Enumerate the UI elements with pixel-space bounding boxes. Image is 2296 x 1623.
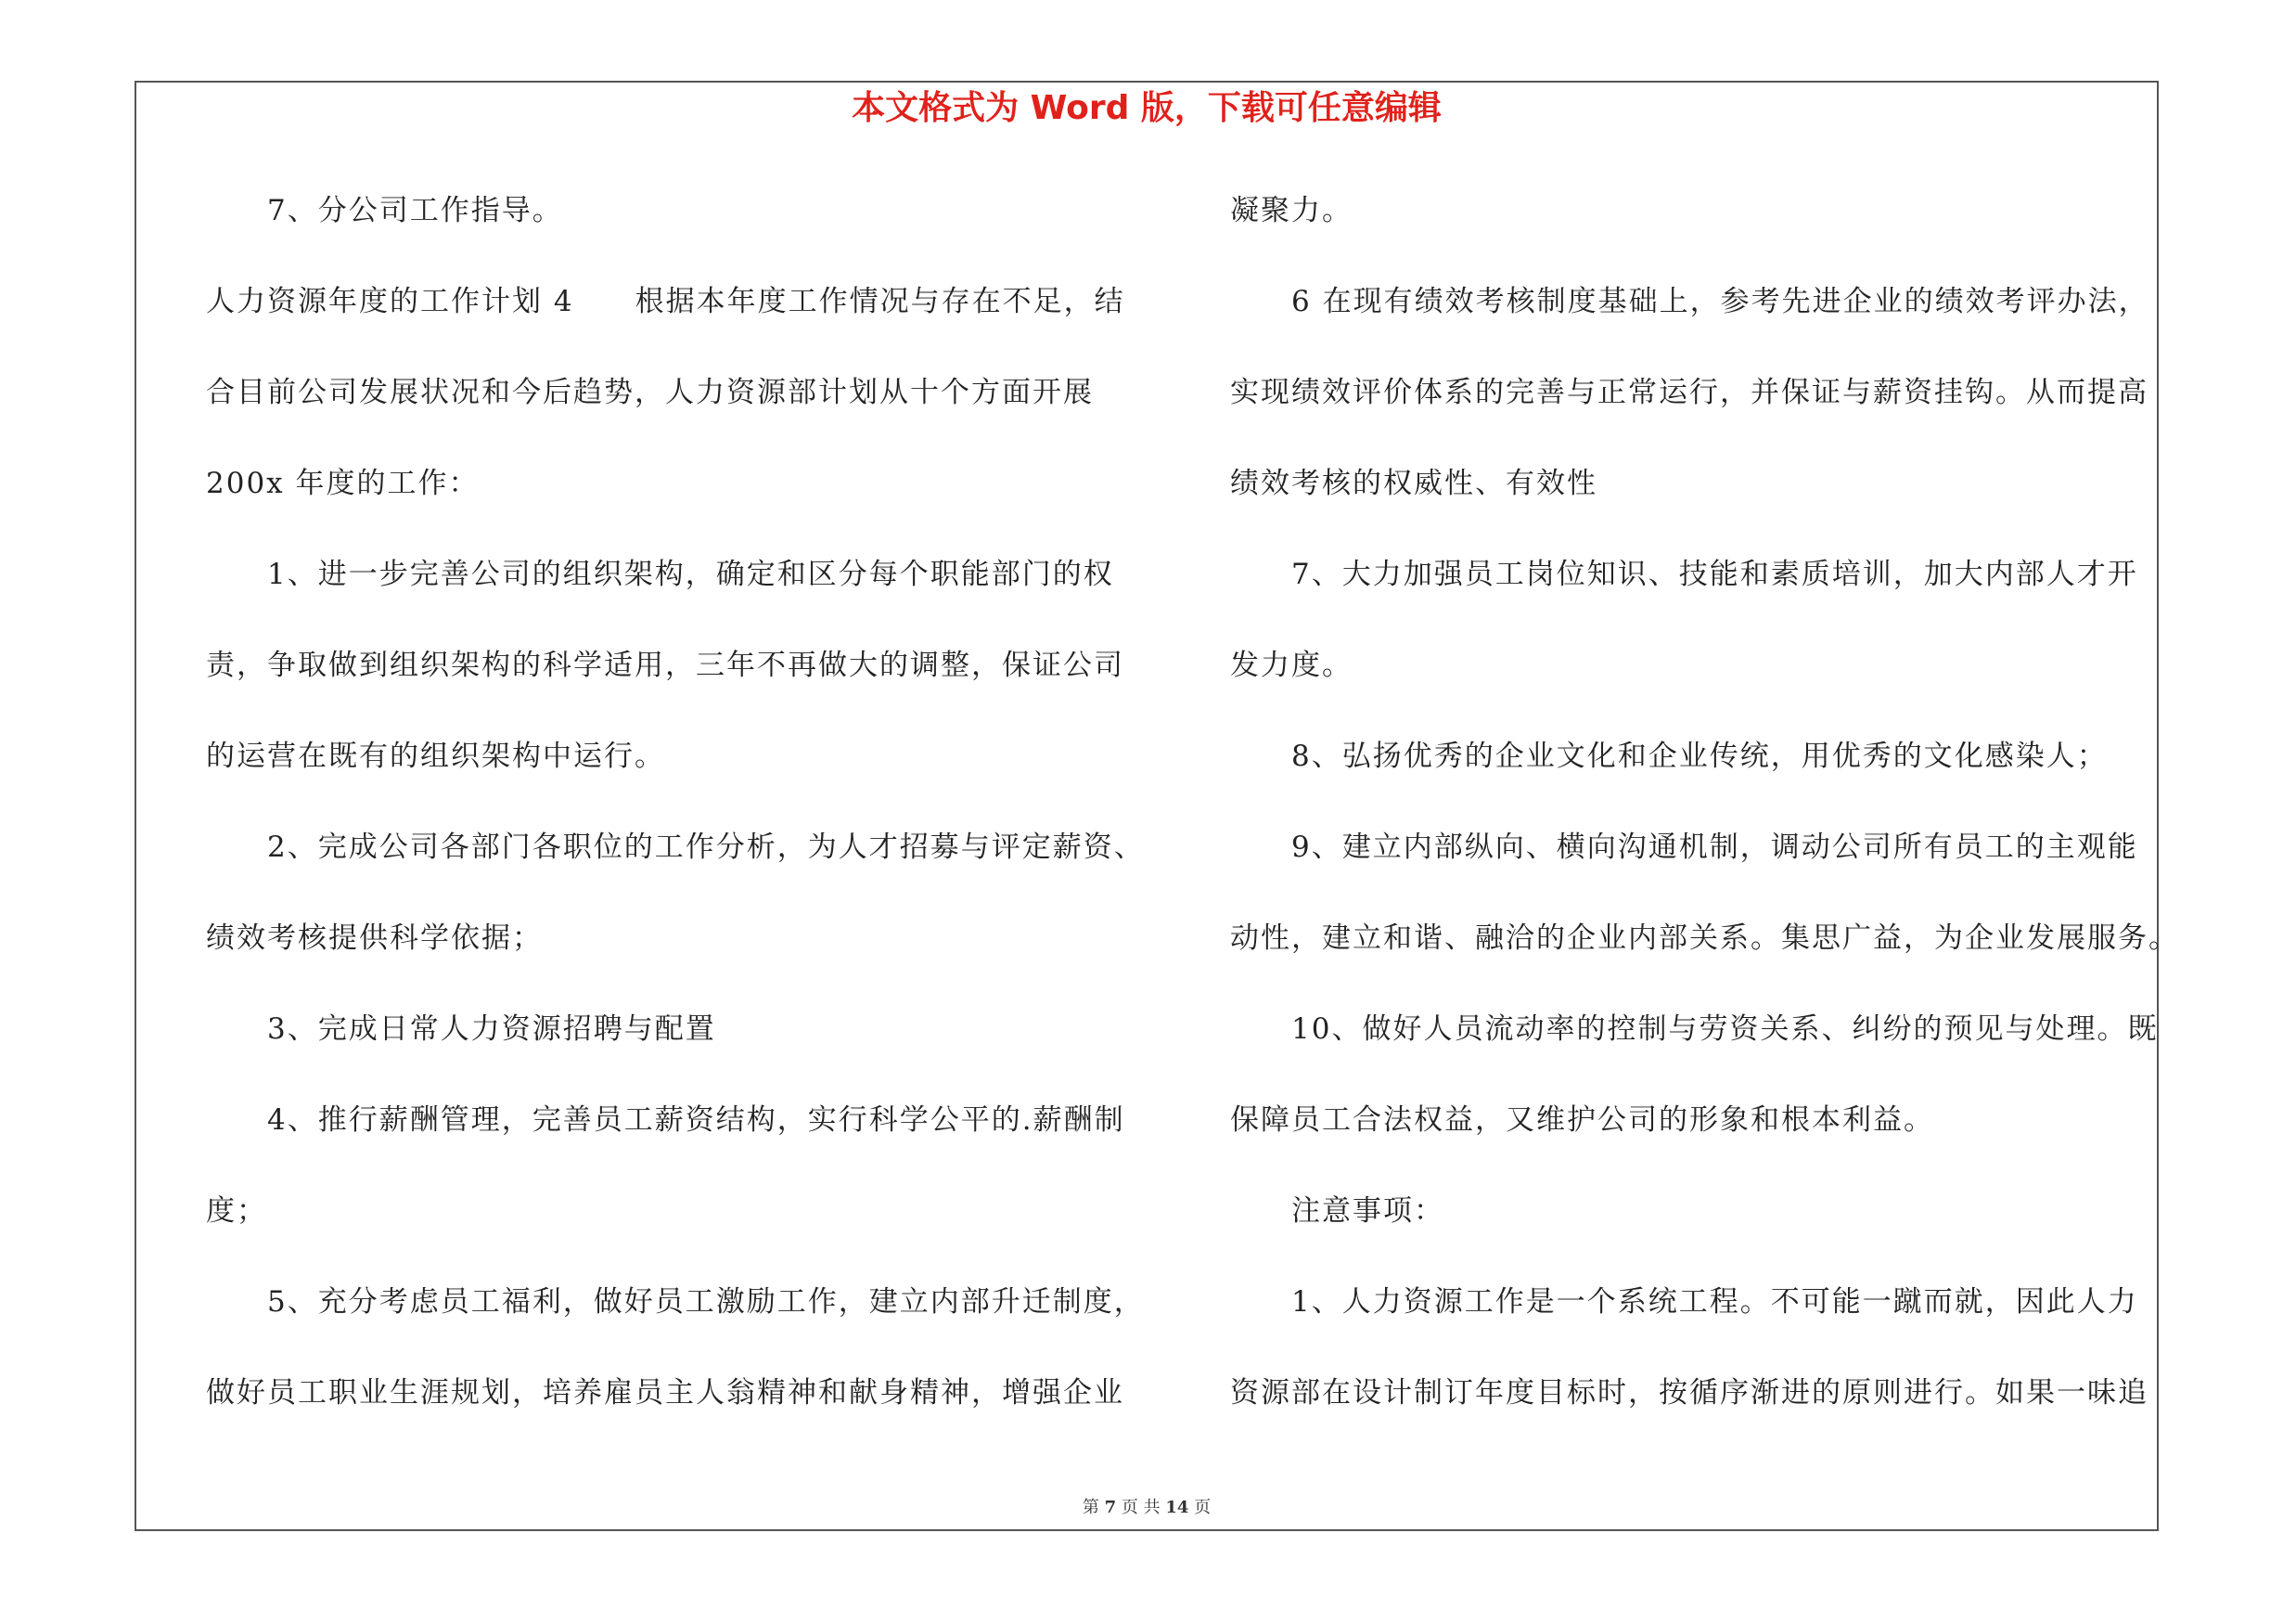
text-line: 3、完成日常人力资源招聘与配置 (206, 1012, 716, 1046)
text-line: 6 在现有绩效考核制度基础上，参考先进企业的绩效考评办法， (1230, 285, 2149, 318)
text-line: 人力资源年度的工作计划 4 根据本年度工作情况与存在不足，结 (206, 285, 1125, 318)
text-line: 做好员工职业生涯规划，培养雇员主人翁精神和献身精神，增强企业 (206, 1376, 1124, 1410)
footer-suffix: 页 (1194, 1498, 1212, 1517)
current-page-number: 7 (1104, 1498, 1117, 1517)
text-line: 7、分公司工作指导。 (206, 194, 563, 227)
page-number-footer (135, 1494, 2159, 1518)
text-line: 发力度。 (1230, 649, 1353, 682)
footer-prefix: 第 (1082, 1498, 1099, 1517)
text-line: 度； (206, 1194, 267, 1228)
text-line: 1、进一步完善公司的组织架构，确定和区分每个职能部门的权 (206, 558, 1114, 591)
right-column (1230, 183, 2179, 1456)
text-line: 200x 年度的工作： (206, 467, 480, 500)
text-line: 7、大力加强员工岗位知识、技能和素质培训，加大内部人才开 (1230, 558, 2138, 591)
text-line: 4、推行薪酬管理，完善员工薪资结构，实行科学公平的.薪酬制 (206, 1103, 1125, 1137)
text-line: 资源部在设计制订年度目标时，按循序渐进的原则进行。如果一味追 (1230, 1376, 2148, 1410)
text-line: 1、人力资源工作是一个系统工程。不可能一蹴而就，因此人力 (1230, 1285, 2138, 1319)
text-line: 实现绩效评价体系的完善与正常运行，并保证与薪资挂钩。从而提高 (1230, 376, 2148, 409)
total-pages-number: 14 (1165, 1498, 1189, 1517)
text-line: 的运营在既有的组织架构中运行。 (206, 740, 665, 773)
header-banner: 本文格式为 Word 版，下载可任意编辑 (852, 89, 1442, 127)
text-line: 5、充分考虑员工福利，做好员工激励工作，建立内部升迁制度， (206, 1285, 1145, 1319)
text-line: 9、建立内部纵向、横向沟通机制，调动公司所有员工的主观能 (1230, 831, 2138, 864)
text-line: 10、做好人员流动率的控制与劳资关系、纠纷的预见与处理。既 (1230, 1012, 2159, 1046)
text-line: 责，争取做到组织架构的科学适用，三年不再做大的调整，保证公司 (206, 649, 1124, 682)
footer-page-unit: 页 (1121, 1498, 1138, 1517)
footer-middle: 共 (1143, 1498, 1161, 1517)
text-line: 绩效考核提供科学依据； (206, 921, 543, 955)
text-line: 凝聚力。 (1230, 194, 1353, 227)
text-line: 合目前公司发展状况和今后趋势，人力资源部计划从十个方面开展 (206, 376, 1094, 409)
text-line: 2、完成公司各部门各职位的工作分析，为人才招募与评定薪资、 (206, 831, 1145, 864)
left-column (206, 183, 1145, 1456)
text-line: 保障员工合法权益，又维护公司的形象和根本利益。 (1230, 1103, 1934, 1137)
text-line: 绩效考核的权威性、有效性 (1230, 467, 1597, 500)
text-line: 8、弘扬优秀的企业文化和企业传统，用优秀的文化感染人； (1230, 740, 2108, 773)
text-line: 注意事项： (1230, 1194, 1444, 1228)
text-line: 动性，建立和谐、融洽的企业内部关系。集思广益，为企业发展服务。 (1230, 921, 2179, 955)
